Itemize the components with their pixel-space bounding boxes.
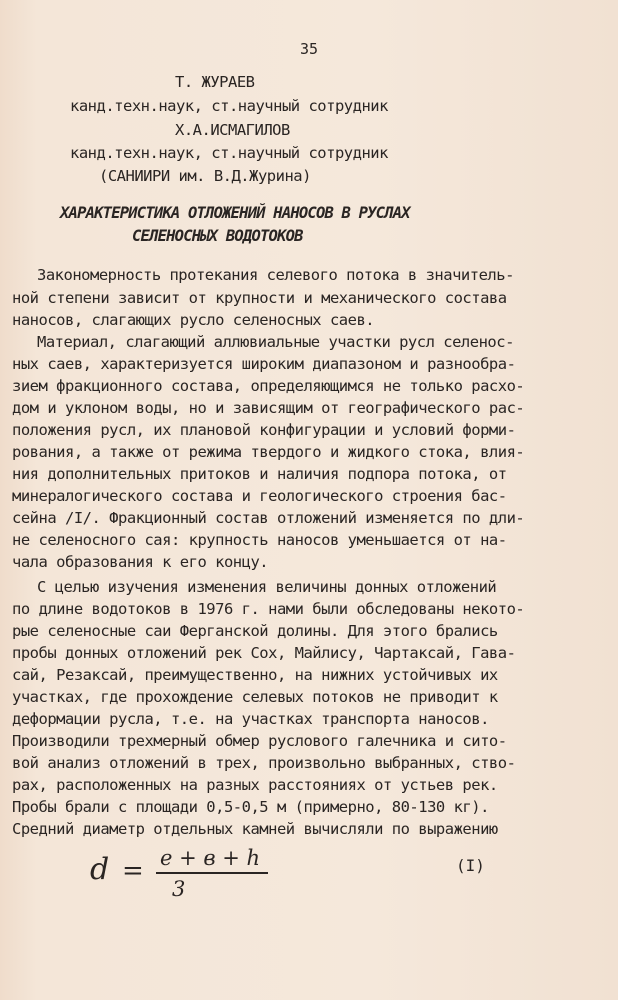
body-line: вой анализ отложений в трех, произвольно выбранных, ство- [12,754,516,772]
author-2-position: канд.техн.наук, ст.научный сотрудник [70,144,388,162]
body-line: Материал, слагающий аллювиальные участки русл селенос- [37,333,514,351]
body-line: участках, где прохождение селевых потоков не приводит к [12,688,498,706]
formula-lhs: d [90,852,110,887]
body-line: деформации русла, т.е. на участках транспорта наносов. [12,710,489,728]
body-line: рах, расположенных на разных расстояниях от устьев рек. [12,776,498,794]
body-line: Средний диаметр отдельных камней вычисляли по выражению [12,820,498,838]
body-line: Пробы брали с площади 0,5-0,5 м (примерно, 80-130 кг). [12,798,489,816]
author-2-name: Х.А.ИСМАГИЛОВ [175,121,290,139]
body-line: Закономерность протекания селевого потока в значитель- [37,266,514,284]
author-1-name: Т. ЖУРАЕВ [175,73,255,91]
article-title-line-1: ХАРАКТЕРИСТИКА ОТЛОЖЕНИЙ НАНОСОВ В РУСЛАХ [60,204,410,222]
article-title-line-2: СЕЛЕНОСНЫХ ВОДОТОКОВ [132,227,303,245]
formula-equals: = [122,856,144,886]
formula-denominator: 3 [172,877,186,901]
body-line: рые селеносные саи Ферганской долины. Для этого брались [12,622,498,640]
body-line: дом и уклоном воды, но и зависящим от географического рас- [12,399,525,417]
fraction-bar [156,872,268,874]
body-line: рования, а также от режима твердого и жидкого стока, влия- [12,443,525,461]
diameter-formula [90,846,490,906]
body-line: положения русл, их плановой конфигурации и условий форми- [12,421,516,439]
institution: (САНИИРИ им. В.Д.Журина) [99,167,311,185]
body-line: чала образования к его концу. [12,553,269,571]
body-line: ной степени зависит от крупности и механического состава [12,289,507,307]
body-line: ния дополнительных притоков и наличия подпора потока, от [12,465,507,483]
body-line: сай, Резаксай, преимущественно, на нижних устойчивых их [12,666,498,684]
body-line: пробы донных отложений рек Сох, Майлису, Чартаксай, Гава- [12,644,516,662]
body-line: ных саев, характеризуется широким диапазоном и разнообра- [12,355,516,373]
body-line: по длине водотоков в 1976 г. нами были обследованы некото- [12,600,525,618]
body-line: Производили трехмерный обмер руслового галечника и сито- [12,732,507,750]
formula-numerator: e + в + h [160,846,261,870]
body-line: наносов, слагающих русло селеносных саев. [12,311,375,329]
body-line: С целью изучения изменения величины донных отложений [37,578,497,596]
page-number: 35 [299,40,319,58]
body-line: сейна /I/. Фракционный состав отложений изменяется по дли- [12,509,525,527]
body-line: минералогического состава и геологического строения бас- [12,487,507,505]
body-line: не селеносного сая: крупность наносов уменьшается от на- [12,531,507,549]
body-line: зием фракционного состава, определяющимся не только расхо- [12,377,525,395]
equation-number: (I) [456,856,485,875]
author-1-position: канд.техн.наук, ст.научный сотрудник [70,97,388,115]
